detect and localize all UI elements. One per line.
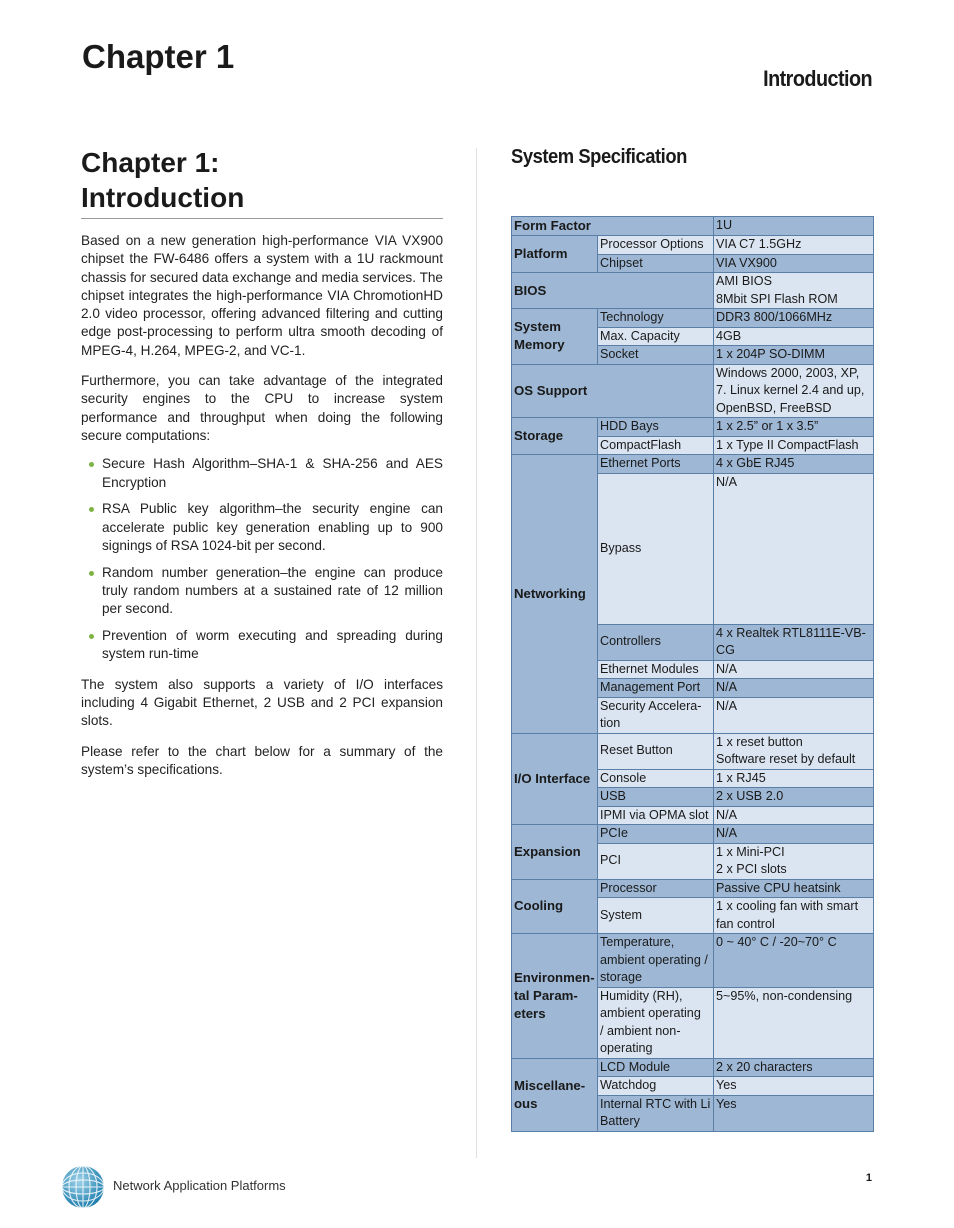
spec-title: System Specification xyxy=(511,146,687,168)
spec-item: LCD Module xyxy=(598,1058,714,1077)
spec-category: I/O Interface xyxy=(512,733,598,825)
spec-value: 1 x RJ45 xyxy=(714,769,874,788)
table-row xyxy=(512,879,874,898)
table-row xyxy=(512,364,874,418)
bullet-icon xyxy=(89,571,94,576)
spec-category: Networking xyxy=(512,455,598,734)
list-item: Random number generation–the engine can produce truly random numbers at a sustained rate of 12 million per second. xyxy=(81,564,443,619)
spec-value: 1 x reset button Software reset by default xyxy=(714,733,874,769)
spec-category: OS Support xyxy=(512,364,714,418)
spec-item: Internal RTC with Li Battery xyxy=(598,1095,714,1131)
spec-item: Processor xyxy=(598,879,714,898)
intro-paragraph: Based on a new generation high-performance VIA VX900 chipset the FW-6486 offers a system with a 1U rackmount chassis for secured data exchange and media services. The chipset integrates the high-performance VIA ChromotionHD 2.0 video processor, offering advanced filtering and cutting edge post-processing to perform ultra smooth decoding of MPEG-4, H.264, MPEG-2, and VC-1. xyxy=(81,233,443,358)
table-row xyxy=(512,934,874,988)
spec-item: Bypass xyxy=(598,473,714,624)
spec-item: Max. Capacity xyxy=(598,327,714,346)
footer-brand: Network Application Platforms xyxy=(113,1178,286,1193)
spec-value: N/A xyxy=(714,473,874,624)
table-row xyxy=(512,309,874,328)
spec-item: Management Port xyxy=(598,679,714,698)
column-divider xyxy=(476,148,477,1158)
spec-value: 1 x 204P SO-DIMM xyxy=(714,346,874,365)
spec-value: N/A xyxy=(714,660,874,679)
spec-item: Temperature, ambient operating / storage xyxy=(598,934,714,988)
section-title-line2: Introduction xyxy=(81,182,245,213)
section-title xyxy=(81,145,443,219)
spec-value: AMI BIOS 8Mbit SPI Flash ROM xyxy=(714,273,874,309)
spec-value: 0 ~ 40° C / -20~70° C xyxy=(714,934,874,988)
spec-value: VIA C7 1.5GHz xyxy=(714,236,874,255)
spec-value: DDR3 800/1066MHz xyxy=(714,309,874,328)
spec-value: 1 x cooling fan with smart fan control xyxy=(714,898,874,934)
spec-value: N/A xyxy=(714,679,874,698)
spec-category: Storage xyxy=(512,418,598,455)
table-row xyxy=(512,733,874,769)
io-paragraph: The system also supports a variety of I/O interfaces including 4 Gigabit Ethernet, 2 USB and 2 PCI expansion slots. xyxy=(81,676,443,729)
security-paragraph: Furthermore, you can take advantage of the integrated security engines to the CPU to increase system performance and throughput when doing the following secure computations: xyxy=(81,373,443,443)
spec-value: N/A xyxy=(714,697,874,733)
spec-category: Platform xyxy=(512,236,598,273)
spec-item: Ethernet Ports xyxy=(598,455,714,474)
section-title-line1: Chapter 1: xyxy=(81,147,220,178)
spec-value: 1U xyxy=(714,217,874,236)
spec-value: 4 x Realtek RTL8111E-VB- CG xyxy=(714,624,874,660)
spec-value: 1 x 2.5” or 1 x 3.5” xyxy=(714,418,874,437)
spec-value: Yes xyxy=(714,1077,874,1096)
table-row xyxy=(512,825,874,844)
spec-value: 1 x Type II CompactFlash xyxy=(714,436,874,455)
spec-category: Form Factor xyxy=(512,217,714,236)
spec-item: CompactFlash xyxy=(598,436,714,455)
spec-value: 4GB xyxy=(714,327,874,346)
spec-item: Ethernet Modules xyxy=(598,660,714,679)
bullet-icon xyxy=(89,462,94,467)
spec-item: PCI xyxy=(598,843,714,879)
refer-paragraph: Please refer to the chart below for a summary of the system’s specifications. xyxy=(81,743,443,777)
spec-value: 1 x Mini-PCI 2 x PCI slots xyxy=(714,843,874,879)
spec-item: PCIe xyxy=(598,825,714,844)
spec-category: Environmen- tal Param- eters xyxy=(512,934,598,1059)
spec-item: IPMI via OPMA slot xyxy=(598,806,714,825)
spec-table xyxy=(511,216,874,1132)
table-row xyxy=(512,418,874,437)
spec-category: Expansion xyxy=(512,825,598,880)
spec-value: 2 x USB 2.0 xyxy=(714,788,874,807)
spec-value: VIA VX900 xyxy=(714,254,874,273)
list-item: RSA Public key algorithm–the security engine can accelerate public key generation enabling up to 900 signings of RSA 1024-bit per second. xyxy=(81,500,443,555)
running-head: Introduction xyxy=(763,66,872,91)
spec-item: Security Accelera- tion xyxy=(598,697,714,733)
bullet-icon xyxy=(89,634,94,639)
spec-item: Chipset xyxy=(598,254,714,273)
spec-item: System xyxy=(598,898,714,934)
spec-item: Watchdog xyxy=(598,1077,714,1096)
table-row xyxy=(512,236,874,255)
spec-value: Windows 2000, 2003, XP, 7. Linux kernel 2.4 and up, OpenBSD, FreeBSD xyxy=(714,364,874,418)
spec-category: Cooling xyxy=(512,879,598,934)
table-row xyxy=(512,217,874,236)
spec-item: Processor Options xyxy=(598,236,714,255)
spec-item: Technology xyxy=(598,309,714,328)
list-item: Secure Hash Algorithm–SHA-1 & SHA-256 and AES Encryption xyxy=(81,455,443,492)
bullet-icon xyxy=(89,507,94,512)
spec-item: Humidity (RH), ambient operating / ambient non- operating xyxy=(598,987,714,1058)
intro-column xyxy=(81,145,443,779)
spec-item: Console xyxy=(598,769,714,788)
spec-value: 5~95%, non-condensing xyxy=(714,987,874,1058)
spec-item: Socket xyxy=(598,346,714,365)
spec-item: HDD Bays xyxy=(598,418,714,437)
spec-item: USB xyxy=(598,788,714,807)
table-row xyxy=(512,455,874,474)
spec-item: Controllers xyxy=(598,624,714,660)
spec-category: System Memory xyxy=(512,309,598,365)
spec-value: Yes xyxy=(714,1095,874,1131)
spec-item: Reset Button xyxy=(598,733,714,769)
table-row xyxy=(512,1058,874,1077)
spec-value: 4 x GbE RJ45 xyxy=(714,455,874,474)
spec-value: N/A xyxy=(714,825,874,844)
list-item: Prevention of worm executing and spreading during system run-time xyxy=(81,627,443,664)
spec-category: BIOS xyxy=(512,273,714,309)
spec-value: Passive CPU heatsink xyxy=(714,879,874,898)
page-number: 1 xyxy=(865,1172,872,1184)
table-row xyxy=(512,273,874,309)
globe-logo-icon xyxy=(60,1164,106,1210)
spec-value: N/A xyxy=(714,806,874,825)
feature-list xyxy=(81,455,443,663)
chapter-heading: Chapter 1 xyxy=(82,38,235,75)
spec-category: Miscellane- ous xyxy=(512,1058,598,1131)
spec-value: 2 x 20 characters xyxy=(714,1058,874,1077)
